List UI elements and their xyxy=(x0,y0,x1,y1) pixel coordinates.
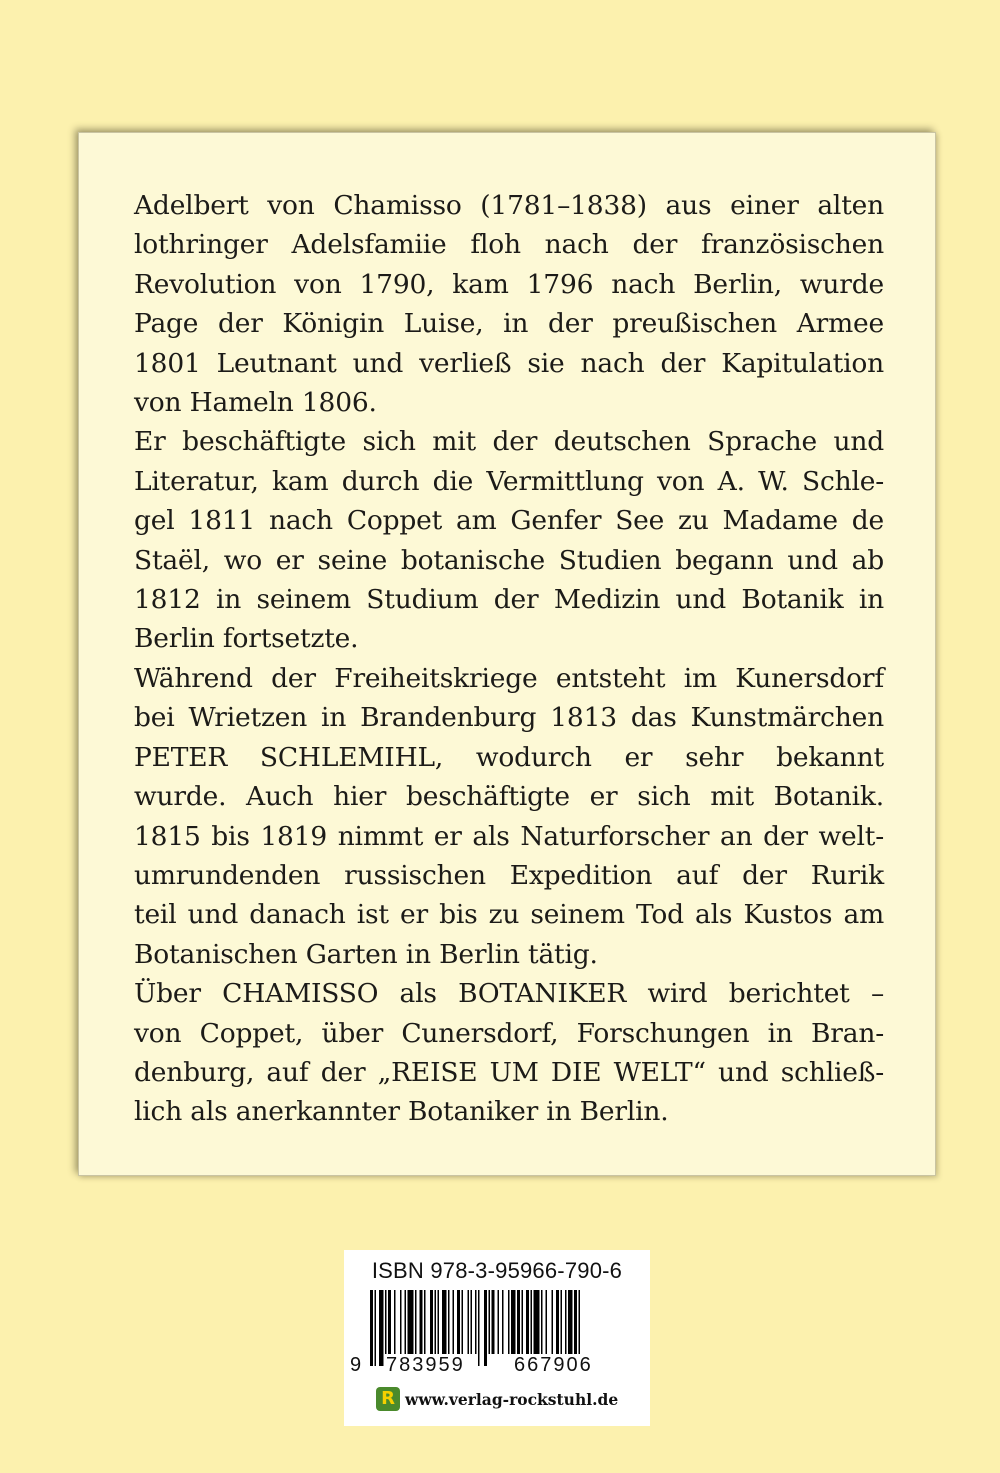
barcode-bar xyxy=(420,1290,423,1354)
barcode-bar xyxy=(394,1290,396,1354)
barcode-bar xyxy=(508,1290,510,1354)
blurb-line: Während der Freiheitskriege entsteht im Kunersdorf xyxy=(134,662,884,694)
barcode-bar xyxy=(541,1290,543,1354)
barcode-bar xyxy=(408,1290,414,1354)
barcode-bar xyxy=(534,1290,540,1354)
barcode-digit-lead: 9 xyxy=(350,1354,364,1376)
blurb-line: von Coppet, über Cunersdorf, Forschungen in Bran- xyxy=(134,1017,884,1049)
blurb-line: teil und danach ist er bis zu seinem Tod als Kustos am xyxy=(134,899,884,931)
barcode-bar xyxy=(375,1290,377,1366)
barcode-bar xyxy=(531,1290,533,1354)
barcode-bar xyxy=(424,1290,426,1354)
barcode-bar xyxy=(492,1290,495,1354)
barcode-bar xyxy=(370,1290,373,1366)
blurb-text xyxy=(134,186,884,1132)
blurb-line: Adelbert von Chamisso (1781–1838) aus einer alten xyxy=(134,190,884,221)
publisher-logo-icon xyxy=(376,1387,400,1411)
barcode-bar xyxy=(448,1290,450,1354)
barcode-bar xyxy=(430,1290,433,1354)
isbn-label: ISBN 978-3-95966-790-6 xyxy=(371,1258,623,1283)
blurb-line: Über CHAMISSO als BOTANIKER wird berichtet – xyxy=(134,978,884,1010)
barcode-bar xyxy=(435,1290,437,1354)
barcode-bar xyxy=(457,1290,460,1354)
barcode-bar xyxy=(400,1290,402,1354)
blurb-line: gel 1811 nach Coppet am Genfer See zu Madame de xyxy=(134,505,884,537)
blurb-line: denburg, auf der „REISE UM DIE WELT“ und schließ- xyxy=(134,1056,884,1088)
barcode-bar xyxy=(379,1290,384,1366)
blurb-line: 1801 Leutnant und verließ sie nach der Kapitulation xyxy=(134,347,884,379)
barcode-digits-right: 667906 xyxy=(514,1354,593,1376)
barcode-bar xyxy=(478,1290,480,1366)
publisher-logo-letter: R xyxy=(381,1388,395,1409)
blurb-line: wurde. Auch hier beschäftigte er sich mit Botanik. xyxy=(134,781,884,813)
barcode-bar xyxy=(415,1290,417,1354)
blurb-line: Literatur, kam durch die Vermittlung von A. W. Schle- xyxy=(134,465,884,497)
blurb-line: 1812 in seinem Studium der Medizin und Botanik in xyxy=(134,584,884,616)
barcode-bar xyxy=(574,1290,577,1354)
barcode-bar xyxy=(484,1290,487,1366)
blurb-line: Revolution von 1790, kam 1796 nach Berlin, wurde xyxy=(134,268,884,300)
blurb-line: umrundenden russischen Expedition auf der Rurik xyxy=(134,859,884,891)
barcode-bar xyxy=(489,1290,491,1354)
barcode-bar xyxy=(546,1290,548,1354)
isbn-barcode-box xyxy=(344,1250,650,1426)
barcode-bar xyxy=(498,1290,500,1354)
barcode-bar xyxy=(522,1290,524,1354)
publisher-url: www.verlag-rockstuhl.de xyxy=(405,1389,619,1409)
barcode-bar xyxy=(568,1290,573,1354)
publisher-line xyxy=(376,1384,618,1414)
barcode-bar xyxy=(453,1290,455,1354)
blurb-line: bei Wrietzen in Brandenburg 1813 das Kunstmärchen xyxy=(134,702,884,734)
barcode-bar xyxy=(502,1290,504,1354)
barcode-bar xyxy=(556,1290,559,1354)
blurb-line: lothringer Adelsfamiie floh nach der französischen xyxy=(134,229,884,261)
barcode-bar xyxy=(471,1290,473,1354)
barcode-bar xyxy=(388,1290,391,1354)
blurb-line: von Hameln 1806. xyxy=(134,387,377,419)
barcode-bar xyxy=(579,1290,581,1354)
blurb-line: 1815 bis 1819 nimmt er als Naturforscher an der welt- xyxy=(134,820,884,852)
barcode-bar xyxy=(517,1290,520,1354)
blurb-line: PETER SCHLEMIHL, wodurch er sehr bekannt xyxy=(134,741,884,773)
barcode-bar xyxy=(511,1290,516,1354)
blurb-line: Staël, wo er seine botanische Studien begann und ab xyxy=(134,544,884,576)
barcode-bar xyxy=(475,1290,477,1354)
barcode-bar xyxy=(385,1290,387,1354)
barcode-digits-left: 783959 xyxy=(386,1354,465,1376)
blurb-line: Page der Königin Luise, in der preußischen Armee xyxy=(134,308,884,340)
barcode-bar xyxy=(526,1290,529,1354)
barcode-bar xyxy=(438,1290,440,1354)
blurb-line: Er beschäftigte sich mit der deutschen Sprache und xyxy=(134,426,884,458)
blurb-line: Botanischen Garten in Berlin tätig. xyxy=(134,938,598,970)
blurb-line: lich als anerkannter Botaniker in Berlin. xyxy=(134,1096,669,1128)
barcode-bar xyxy=(565,1290,567,1354)
blurb-line: Berlin fortsetzte. xyxy=(134,623,359,655)
barcode-bar xyxy=(442,1290,447,1354)
barcode-bar xyxy=(468,1290,470,1354)
barcode-bar xyxy=(405,1290,407,1354)
barcode-bar xyxy=(462,1290,464,1354)
barcode-bar xyxy=(561,1290,563,1354)
barcode-bar xyxy=(552,1290,554,1354)
